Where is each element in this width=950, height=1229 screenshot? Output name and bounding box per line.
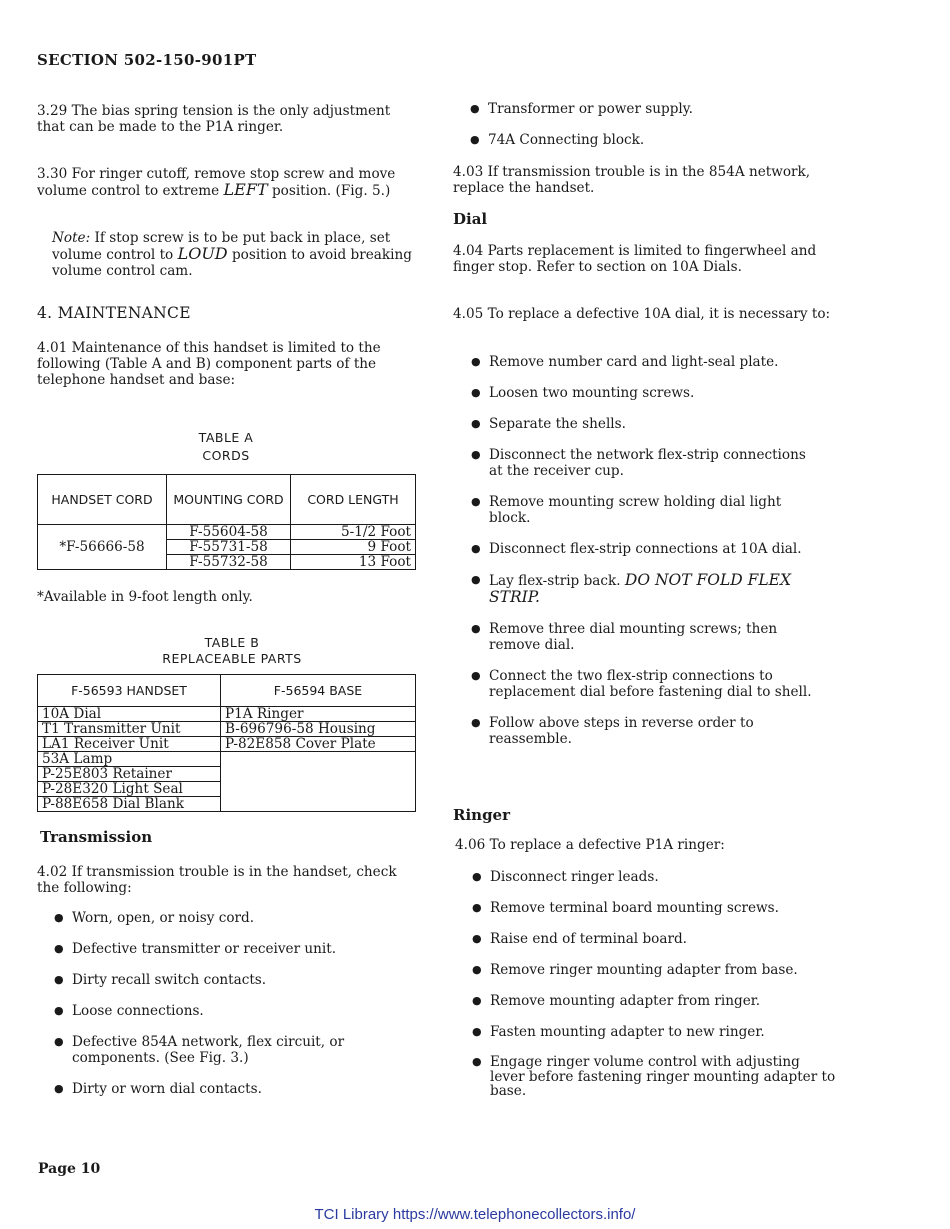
table-a-mount: F-55731-58 — [167, 540, 291, 555]
table-b-base-part: B-696796-58 Housing — [221, 722, 416, 737]
table-a-handset-cell: *F-56666-58 — [38, 525, 167, 570]
table-a-header-handset: HANDSET CORD — [38, 475, 167, 525]
list-item: ● Fasten mounting adapter to new ringer. — [468, 1024, 838, 1040]
table-b-header-base: F-56594 BASE — [221, 675, 416, 707]
table-a-footnote: *Available in 9-foot length only. — [37, 589, 253, 605]
table-b-base-part: P1A Ringer — [221, 707, 416, 722]
paragraph-3-30 — [37, 166, 417, 199]
paragraph-4-02: 4.02 If transmission trouble is in the handset, check the following: — [37, 864, 397, 896]
paragraph-4-05: 4.05 To replace a defective 10A dial, it is necessary to: — [453, 306, 831, 322]
list-item: ● Separate the shells. — [467, 416, 822, 432]
table-b-base-empty — [221, 752, 416, 812]
table-b-handset-part: 10A Dial — [38, 707, 221, 722]
table-a-length: 5-1/2 Foot — [291, 525, 416, 540]
ringer-heading: Ringer — [453, 806, 511, 824]
table-b-handset-part: 53A Lamp — [38, 752, 221, 767]
list-item: ● Remove mounting screw holding dial light block. — [467, 494, 822, 526]
ringer-replacement-steps — [468, 869, 838, 1099]
list-item: ● Defective 854A network, flex circuit, or components. (See Fig. 3.) — [50, 1034, 405, 1066]
table-a-mount: F-55732-58 — [167, 555, 291, 570]
paragraph-4-06: 4.06 To replace a defective P1A ringer: — [455, 837, 725, 853]
note-paragraph — [52, 230, 418, 279]
lay-flex-strip-text: Lay flex-strip back. — [489, 573, 621, 589]
paragraph-4-04: 4.04 Parts replacement is limited to fingerwheel and finger stop. Refer to section on 10A Dials. — [453, 243, 817, 275]
table-a — [37, 474, 416, 570]
list-item: ● Disconnect flex-strip connections at 10A dial. — [467, 541, 822, 557]
list-item: ● Remove ringer mounting adapter from base. — [468, 962, 838, 978]
table-b-subcaption: REPLACEABLE PARTS — [162, 651, 302, 666]
list-item: ● Remove terminal board mounting screws. — [468, 900, 838, 916]
list-item: ● 74A Connecting block. — [466, 132, 826, 148]
table-b-handset-part: P-28E320 Light Seal — [38, 782, 221, 797]
table-b-header-handset: F-56593 HANDSET — [38, 675, 221, 707]
table-a-mount: F-55604-58 — [167, 525, 291, 540]
paragraph-3-30-end: position. (Fig. 5.) — [271, 183, 391, 199]
table-b — [37, 674, 416, 812]
list-item: ● Transformer or power supply. — [466, 101, 826, 117]
trouble-list-continued — [466, 101, 826, 148]
note-text: If stop screw is to be put back in place, set volume control to — [52, 230, 391, 263]
section-header: SECTION 502-150-901PT — [37, 51, 257, 69]
list-item: ● Loose connections. — [50, 1003, 405, 1019]
list-item: ● Defective transmitter or receiver unit. — [50, 941, 405, 957]
note-label: Note: — [52, 230, 91, 246]
list-item: ● Loosen two mounting screws. — [467, 385, 822, 401]
table-b-handset-part: LA1 Receiver Unit — [38, 737, 221, 752]
table-a-header-mounting: MOUNTING CORD — [167, 475, 291, 525]
list-item: ● Dirty or worn dial contacts. — [50, 1081, 405, 1097]
list-item — [467, 572, 822, 606]
list-item: ● Dirty recall switch contacts. — [50, 972, 405, 988]
list-item: ● Connect the two flex-strip connections to replacement dial before fastening dial to shell. — [467, 668, 822, 700]
dial-replacement-steps — [467, 354, 822, 747]
paragraph-3-29: 3.29 The bias spring tension is the only adjustment that can be made to the P1A ringer. — [37, 103, 391, 135]
paragraph-4-03: 4.03 If transmission trouble is in the 854A network, replace the handset. — [453, 164, 811, 196]
loud-word: LOUD — [177, 244, 228, 263]
table-b-handset-part: P-25E803 Retainer — [38, 767, 221, 782]
dial-heading: Dial — [453, 210, 488, 228]
list-item: ● Remove mounting adapter from ringer. — [468, 993, 838, 1009]
table-a-subcaption: CORDS — [202, 448, 250, 463]
table-b-base-part: P-82E858 Cover Plate — [221, 737, 416, 752]
library-credit-link[interactable]: TCI Library https://www.telephonecollectors.info/ — [314, 1206, 636, 1223]
transmission-checklist — [50, 910, 405, 1097]
do-not-fold-warning: DO NOT FOLD FLEX STRIP. — [489, 571, 791, 606]
table-a-caption: TABLE A — [198, 430, 254, 445]
table-a-header-length: CORD LENGTH — [291, 475, 416, 525]
table-b-handset-part: T1 Transmitter Unit — [38, 722, 221, 737]
list-item: ● Disconnect ringer leads. — [468, 869, 838, 885]
list-item: ● Raise end of terminal board. — [468, 931, 838, 947]
table-b-handset-part: P-88E658 Dial Blank — [38, 797, 221, 812]
left-word: LEFT — [223, 180, 268, 199]
paragraph-4-01: 4.01 Maintenance of this handset is limited to the following (Table A and B) component parts of the telephone handset and base: — [37, 340, 381, 388]
paragraph-3-30-text: 3.30 For ringer cutoff, remove stop screw and move volume control to extreme — [37, 166, 396, 199]
transmission-heading: Transmission — [40, 828, 153, 846]
list-item: ● Follow above steps in reverse order to reassemble. — [467, 715, 822, 747]
table-a-length: 13 Foot — [291, 555, 416, 570]
maintenance-heading: 4. MAINTENANCE — [37, 304, 191, 322]
list-item: ● Worn, open, or noisy cord. — [50, 910, 405, 926]
list-item: ● Remove number card and light-seal plate. — [467, 354, 822, 370]
table-a-length: 9 Foot — [291, 540, 416, 555]
table-b-caption: TABLE B — [204, 635, 260, 650]
list-item: ● Remove three dial mounting screws; then remove dial. — [467, 621, 822, 653]
page-number: Page 10 — [38, 1161, 101, 1177]
list-item: ● Engage ringer volume control with adjusting lever before fastening ringer mounting adapter to base. — [468, 1055, 838, 1099]
note-text-end: position to avoid breaking volume control cam. — [52, 247, 412, 279]
list-item: ● Disconnect the network flex-strip connections at the receiver cup. — [467, 447, 822, 479]
